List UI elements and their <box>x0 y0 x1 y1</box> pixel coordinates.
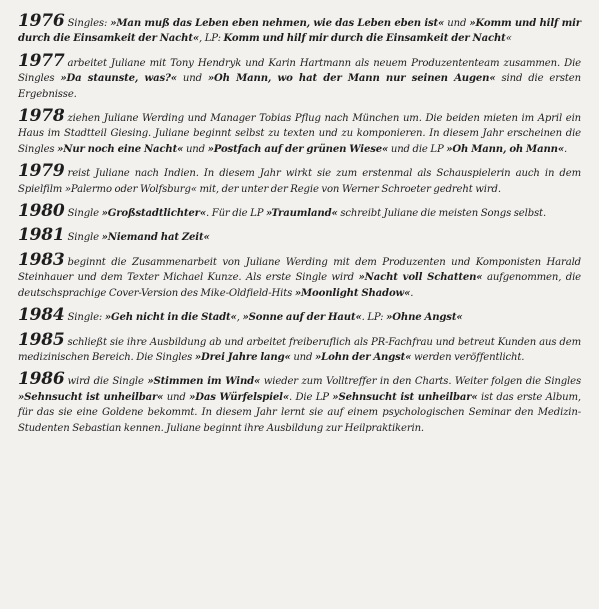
entry-year: 1976 <box>18 11 65 31</box>
entry-text: . Für die LP <box>206 208 266 220</box>
entry-title-bold: »Nur noch eine Nacht« <box>57 143 184 155</box>
entry-text: und <box>183 143 208 155</box>
entry-text: , LP: <box>199 33 224 45</box>
entry-title-bold: »Das Würfelspiel« <box>189 391 290 403</box>
entry-title-bold: »Großstadtlichter« <box>101 208 207 220</box>
entry-title-bold: »Drei Jahre lang« <box>194 351 291 363</box>
entry-text: und <box>163 391 190 403</box>
entry-text: und <box>176 73 208 85</box>
entry-text: reist Juliane nach Indien. In diesem Jahr wirkt sie zum erstenmal als Schauspielerin auch in dem Spielfilm <box>18 168 581 195</box>
entry-year: 1978 <box>18 106 65 127</box>
entry-title-bold: »Sehnsucht ist unheilbar« <box>18 391 164 403</box>
entry-text: . Die LP <box>289 391 333 403</box>
timeline-entry <box>18 225 581 246</box>
entry-title-bold: »Da staunste, was?« <box>60 73 177 85</box>
entry-text: werden veröffentlicht. <box>411 351 525 363</box>
entry-year: 1984 <box>18 305 65 326</box>
entry-text: mit, der unter der Regie von Werner Schroeter gedreht wird. <box>196 183 501 195</box>
entry-title-bold: Komm und hilf mir durch die Einsamkeit der Nacht <box>223 33 506 45</box>
timeline-entry <box>18 11 581 47</box>
entry-text: « <box>505 33 512 45</box>
entry-text: wird die Single <box>67 376 148 388</box>
entry-title-bold: »Lohn der Angst« <box>315 351 412 363</box>
entry-text: und <box>290 351 316 363</box>
entry-text: und die LP <box>388 143 447 155</box>
timeline-entry <box>18 201 581 222</box>
entry-title-bold: »Sehnsucht ist unheilbar« <box>332 391 478 403</box>
entry-text: Single <box>67 232 102 244</box>
entry-title-bold: »Traumland« <box>266 208 338 220</box>
entry-title-bold: »Man muß das Leben eben nehmen, wie das Leben eben ist« <box>110 18 445 29</box>
timeline-entry <box>18 249 581 301</box>
entry-year: 1981 <box>18 225 65 246</box>
entry-title-bold: »Niemand hat Zeit« <box>101 232 210 244</box>
entry-title-bold: »Sonne auf der Haut« <box>242 312 362 324</box>
entry-title-bold: »Ohne Angst« <box>386 312 463 324</box>
entry-text: . <box>564 143 568 155</box>
entry-title-bold: »Stimmen im Wind« <box>147 376 261 388</box>
entry-title-bold: »Postfach auf der grünen Wiese« <box>207 143 389 155</box>
entry-year: 1985 <box>18 329 65 350</box>
entry-text: Single <box>67 208 102 220</box>
entry-text: aufgenommen, die deutschsprachige Cover-Version des Mike-Oldfield-Hits <box>18 272 581 299</box>
timeline-entry <box>18 369 581 436</box>
entry-text: . LP: <box>361 312 387 324</box>
timeline-entry <box>18 50 581 102</box>
entry-year: 1983 <box>18 249 65 270</box>
entry-title-bold: »Moonlight Shadow« <box>294 287 411 299</box>
entry-text: schreibt Juliane die meisten Songs selbst. <box>337 208 547 220</box>
entry-text: wieder zum Volltreffer in den Charts. Weiter folgen die Singles <box>260 376 581 388</box>
timeline-entry <box>18 329 581 366</box>
entry-text: arbeitet Juliane mit Tony Hendryk und Karin Hartmann als neuem Produzententeam zusammen. Die Singles <box>18 57 581 85</box>
entry-year: 1986 <box>18 369 65 390</box>
entry-title-bold: »Komm und hilf mir durch die Einsamkeit der Nacht« <box>18 18 581 45</box>
entry-text: ist das erste Album, für das sie eine Goldene bekommt. In diesem Jahr lernt sie auf einem psychologischen Seminar den Medizin-Studenten Sebastian kennen. Juliane beginnt ihre Ausbildung zur Heilpraktikerin. <box>18 391 581 434</box>
entry-title-bold: »Oh Mann, oh Mann« <box>446 143 565 155</box>
timeline-entry <box>18 106 581 157</box>
entry-text: . <box>410 287 414 299</box>
entry-year: 1980 <box>18 201 65 222</box>
entry-title-bold: »Oh Mann, wo hat der Mann nur seinen Augen« <box>207 73 496 85</box>
entry-text: sind die ersten Ergebnisse. <box>18 73 581 100</box>
entry-title-bold: »Geh nicht in die Stadt« <box>104 312 237 324</box>
entry-text: Single: <box>67 312 105 324</box>
entry-text: ziehen Juliane Werding und Manager Tobias Pflug nach München um. Die beiden mieten im April ein Haus im Stadtteil Giesing. Juliane beginnt selbst zu texten und zu komponieren. In diesem Jahr erscheinen die Singles <box>18 113 581 155</box>
entry-year: 1979 <box>18 161 65 182</box>
entry-text: »Palermo oder Wolfsburg« <box>64 183 197 195</box>
timeline-entry <box>18 305 581 326</box>
timeline-entry <box>18 161 581 197</box>
entry-text: , <box>236 312 243 324</box>
entry-text: schließt sie ihre Ausbildung ab und arbeitet freiberuflich als PR-Fachfrau und betreut Kunden aus dem medizinischen Bereich. Die Singles <box>18 336 581 363</box>
entry-text: Singles: <box>67 18 111 29</box>
entry-title-bold: »Nacht voll Schatten« <box>358 272 483 284</box>
entry-year: 1977 <box>18 50 65 71</box>
entry-text: beginnt die Zusammenarbeit von Juliane Werding mit dem Produzenten und Komponisten Harald Steinhauer und dem Texter Michael Kunze. Als erste Single wird <box>18 256 581 284</box>
entry-text: und <box>444 18 470 29</box>
